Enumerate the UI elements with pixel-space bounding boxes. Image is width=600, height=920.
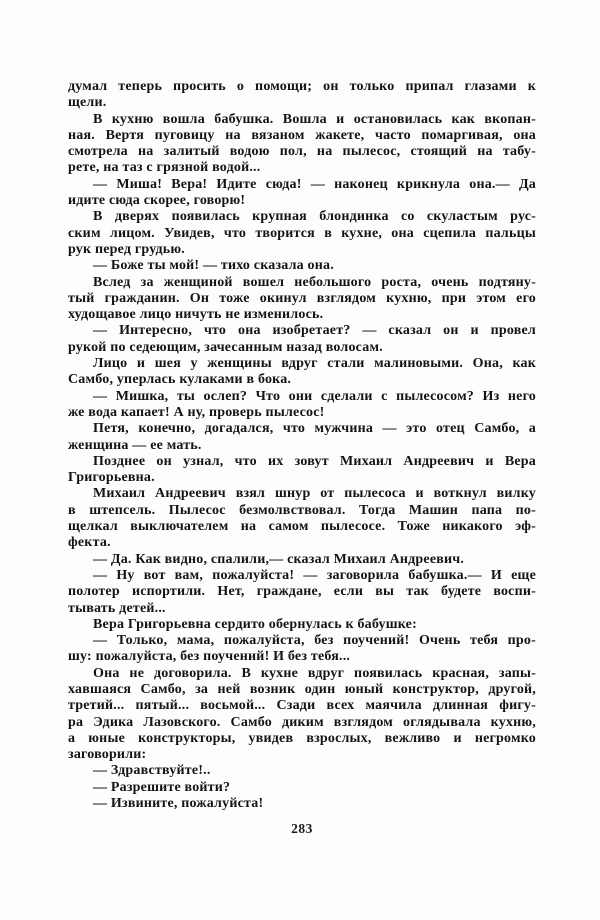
paragraph [68, 421, 536, 454]
text-line: хавшаяся Самбо, за ней возник один юный конструктор, другой, [68, 681, 536, 697]
text-line: — Извините, пожалуйста! [93, 796, 264, 812]
paragraph [68, 666, 536, 764]
text-block [68, 79, 536, 838]
text-line: третий... пятый... восьмой... Сзади всех маячила длинная фигу- [68, 698, 536, 714]
text-line: — Только, мама, пожалуйста, без поучений! Очень тебя про- [93, 633, 536, 649]
text-line: ским лицом. Увидев, что творится в кухне, она сцепила пальцы [68, 225, 536, 241]
paragraph [68, 112, 536, 177]
text-line: В дверях появилась крупная блондинка со скуластым рус- [93, 209, 536, 225]
text-line: Петя, конечно, догадался, что мужчина — это отец Самбо, а [93, 421, 536, 437]
paragraph [68, 79, 536, 112]
text-line: рете, на таз с грязной водой... [68, 160, 261, 176]
text-line: женщина — ее мать. [68, 437, 202, 453]
text-line: тый гражданин. Он тоже окинул взглядом кухню, при этом его [68, 290, 536, 306]
text-line: Михаил Андреевич взял шнур от пылесоса и воткнул вилку [93, 486, 536, 502]
text-line: Самбо, уперлась кулаками в бока. [68, 372, 292, 388]
paragraph [68, 323, 536, 356]
text-line: худощавое лицо ничуть не изменилось. [68, 307, 324, 323]
text-line: рук перед грудью. [68, 241, 186, 257]
text-line: полотер испортили. Нет, граждане, если вы так будете воспи- [68, 584, 536, 600]
text-line: в штепсель. Пылесос безмолвствовал. Тогда Машин папа по- [68, 502, 536, 518]
text-line: Лицо и шея у женщины вдруг стали малиновыми. Она, как [93, 356, 536, 372]
text-line: же вода капает! А ну, проверь пылесос! [68, 404, 325, 420]
text-line: щелкал выключателем на самом пылесосе. Тоже никакого эф- [68, 519, 536, 535]
text-line: заговорили: [68, 747, 147, 763]
paragraph [68, 633, 536, 666]
text-line: Она не договорила. В кухне вдруг появилась красная, запы- [93, 665, 536, 681]
text-line: Вслед за женщиной вошел небольшого роста, очень подтяну- [93, 274, 536, 290]
text-line: Вера Григорьевна сердито обернулась к бабушке: [93, 616, 417, 632]
text-line: шу: пожалуйста, без поучений! И без тебя... [68, 649, 351, 665]
text-line: а юные конструкторы, увидев взрослых, вежливо и негромко [68, 730, 536, 746]
paragraph [68, 454, 536, 487]
text-line: — Разрешите войти? [93, 779, 231, 795]
paragraph [68, 356, 536, 389]
text-line: Григорьевна. [68, 470, 155, 486]
text-line: смотрела на залитый водою пол, на пылесос, стоящий на табу- [68, 144, 536, 160]
paragraph [68, 552, 536, 568]
paragraph [68, 389, 536, 422]
paragraph [68, 617, 536, 633]
text-line: ная. Вертя пуговицу на вязаном жакете, часто помаргивая, она [68, 127, 536, 143]
text-line: думал теперь просить о помощи; он только припал глазами к [68, 79, 536, 94]
text-line: — Здравствуйте!.. [93, 763, 211, 779]
paragraph [68, 796, 536, 812]
paragraph [68, 780, 536, 796]
paragraph [68, 177, 536, 210]
paragraph [68, 258, 536, 274]
text-line: ра Эдика Лазовского. Самбо диким взглядом оглядывала кухню, [68, 714, 536, 730]
text-line: — Мишка, ты ослеп? Что они сделали с пылесосом? Из него [93, 388, 536, 404]
text-line: — Да. Как видно, спалили,— сказал Михаил Андреевич. [93, 551, 465, 567]
page-number: 283 [291, 821, 313, 837]
paragraph [68, 486, 536, 551]
text-line: — Боже ты мой! — тихо сказала она. [93, 258, 334, 274]
text-line: фекта. [68, 535, 111, 551]
text-line: — Ну вот вам, пожалуйста! — заговорила бабушка.— И еще [93, 567, 536, 583]
paragraph [68, 209, 536, 258]
text-line: идите сюда скорее, говорю! [68, 193, 246, 209]
text-line: щели. [68, 95, 107, 111]
text-line: тывать детей... [68, 600, 166, 616]
text-line: — Миша! Вера! Идите сюда! — наконец крикнула она.— Да [93, 176, 536, 192]
paragraph [68, 275, 536, 324]
paragraph [68, 568, 536, 617]
text-line: Позднее он узнал, что их зовут Михаил Андреевич и Вера [93, 453, 536, 469]
text-line: — Интересно, что она изобретает? — сказал он и провел [93, 323, 536, 339]
paragraph [68, 763, 536, 779]
text-line: рукой по седеющим, зачесанным назад волосам. [68, 339, 383, 355]
text-line: В кухню вошла бабушка. Вошла и остановилась как вкопан- [93, 111, 536, 127]
